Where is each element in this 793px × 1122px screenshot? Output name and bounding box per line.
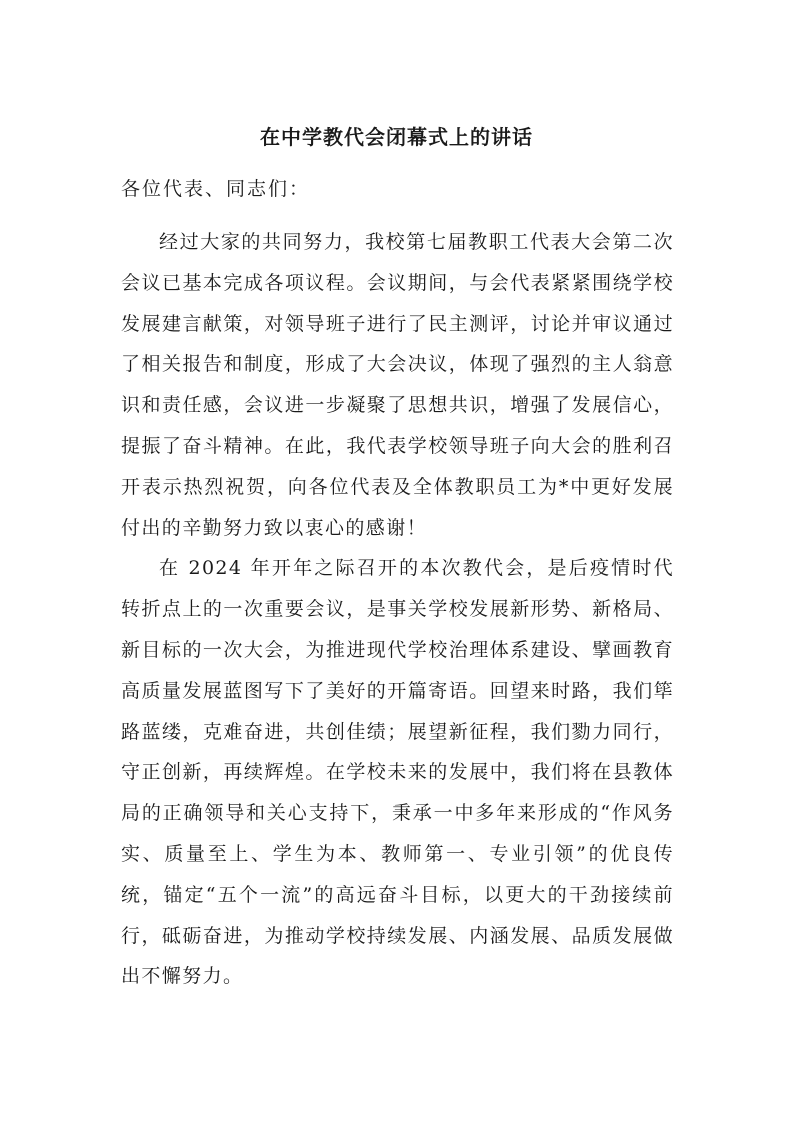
salutation: 各位代表、同志们： [121,178,311,200]
paragraph-1: 经过大家的共同努力，我校第七届教职工代表大会第二次会议已基本完成各项议程。会议期间，与会代表紧紧围绕学校发展建言献策，对领导班子进行了民主测评，讨论并审议通过了相关报告和制度，形成了大会决议，体现了强烈的主人翁意识和责任感，会议进一步凝聚了思想共识，增强了发展信心，提振了奋斗精神。在此，我代表学校领导班子向大会的胜利召开表示热烈祝贺，向各位代表及全体教职员工为*中更好发展付出的辛勤努力致以衷心的感谢！ [121,231,674,539]
paragraph-2: 在 2024 年开年之际召开的本次教代会，是后疫情时代转折点上的一次重要会议，是事关学校发展新形势、新格局、新目标的一次大会，为推进现代学校治理体系建设、擘画教育高质量发展蓝图写下了美好的开篇寄语。回望来时路，我们筚路蓝缕，克难奋进，共创佳绩；展望新征程，我们勠力同行，守正创新，再续辉煌。在学校未来的发展中，我们将在县教体局的正确领导和关心支持下，秉承一中多年来形成的“作风务实、质量至上、学生为本、教师第一、专业引领”的优良传统，锚定“五个一流”的高远奋斗目标，以更大的干劲接续前行，砥砺奋进，为推动学校持续发展、内涵发展、品质发展做出不懈努力。 [121,557,674,988]
document-body [121,222,674,997]
document-title: 在中学教代会闭幕式上的讲话 [260,125,533,149]
